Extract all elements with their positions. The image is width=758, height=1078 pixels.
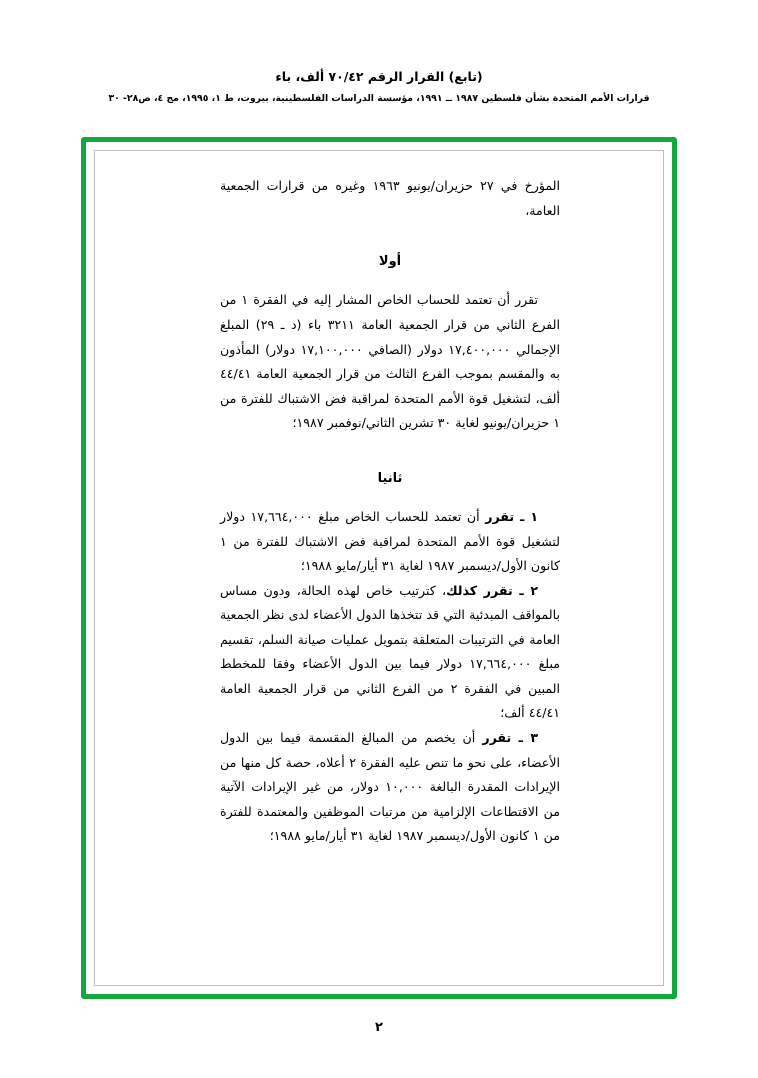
section-two-item-2 — [220, 579, 560, 726]
green-border-frame — [81, 137, 677, 999]
page-header — [0, 68, 758, 107]
item-2-label: ٢ ـ تقرر كذلك — [446, 582, 539, 598]
section-two-heading: ثانيا — [377, 470, 403, 486]
item-1-label: ١ ـ تقرر — [485, 509, 538, 525]
source-citation: قرارات الأمم المتحدة بشأن فلسطين ١٩٨٧ ــ ١٩٩١، مؤسسة الدراسات الفلسطينية، بيروت، ط ١، ١٩٩٥، مج ٤، ص٢٨- ٣٠ — [108, 92, 650, 104]
section-one-paragraph: تقرر أن تعتمد للحساب الخاص المشار إليه في الفقرة ١ من الفرع الثاني من قرار الجمعية العامة ٣٢١١ باء (د ـ ٢٩) المبلغ الإجمالي ١٧,٤٠٠,٠٠٠ دولار (الصافي ١٧,١٠٠,٠٠٠ دولار) المأذون به والمقسم بموجب الفرع الثالث من قرار الجمعية العامة ٤٤/٤١ ألف، لتشغيل قوة الأمم المتحدة لمراقبة فض الاشتباك للفترة من ١ حزيران/يونيو لغاية ٣٠ تشرين الثاني/نوفمبر ١٩٨٧؛ — [220, 292, 560, 431]
opening-paragraph: المؤرخ في ٢٧ حزيران/يونيو ١٩٦٣ وغيره من قرارات الجمعية العامة، — [220, 178, 561, 218]
item-3-label: ٣ ـ تقرر — [482, 729, 539, 745]
item-1-text: أن تعتمد للحساب الخاص مبلغ ١٧,٦٦٤,٠٠٠ دولار لتشغيل قوة الأمم المتحدة لمراقبة فض الاشتباك للفترة من ١ كانون الأول/ديسمبر ١٩٨٧ لغاية ٣١ أيار/مايو ١٩٨٨؛ — [220, 509, 560, 574]
page-title: (تابع) القرار الرقم ٧٠/٤٢ ألف، باء — [275, 69, 483, 84]
item-3-text: أن يخصم من المبالغ المقسمة فيما بين الدول الأعضاء، على نحو ما تنص عليه الفقرة ٢ أعلاه، حصة كل منها من الإيرادات المقدرة البالغة ١٠,٠٠٠ دولار، من غير الإيرادات الآتية من الاقتطاعات الإلزامية من مرتبات الموظفين والمعتمدة للفترة من ١ كانون الأول/ديسمبر ١٩٨٧ لغاية ٣١ أيار/مايو ١٩٨٨؛ — [220, 729, 561, 844]
page-number: ٢ — [375, 1020, 383, 1035]
section-one-heading: أولا — [378, 254, 402, 270]
section-two-item-1 — [220, 505, 560, 579]
section-two-item-3 — [220, 726, 560, 849]
document-body — [220, 174, 560, 849]
item-2-text: ، كترتيب خاص لهذه الحالة، ودون مساس بالمواقف المبدئية التي قد تتخذها الدول الأعضاء لدى نظر الجمعية العامة في الترتيبات المتعلقة بتمويل عمليات صيانة السلم، تقسيم مبلغ ١٧,٦٦٤,٠٠٠ دولار فيما بين الدول الأعضاء وفقا للمخطط المبين في الفقرة ٢ من الفرع الثاني من قرار الجمعية العامة ٤٤/٤١ ألف؛ — [220, 582, 561, 721]
